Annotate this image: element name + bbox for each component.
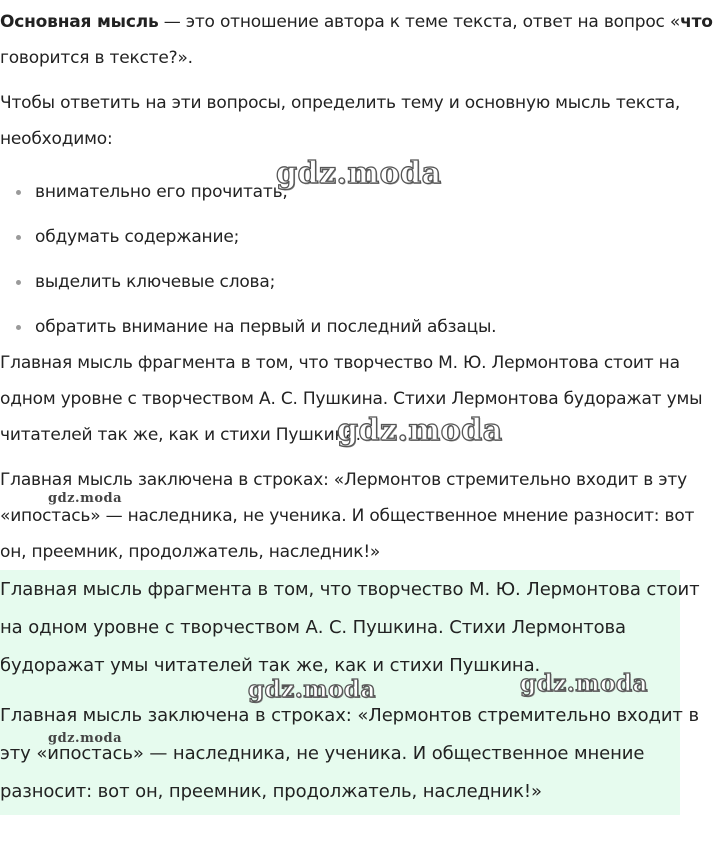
watermark-small: gdz.moda xyxy=(48,731,123,746)
howto-paragraph: Чтобы ответить на эти вопросы, определить тему и основную мысль текста, необходимо: xyxy=(0,93,681,149)
watermark: gdz.moda xyxy=(337,413,503,448)
watermark: gdz.moda xyxy=(276,156,442,191)
answer-paragraph-1: Главная мысль фрагмента в том, что творчество М. Ю. Лермонтова стоит на одном уровне с творчеством А. С. Пушкина. Стихи Лермонтова будоражат умы читателей так же, как и стихи Пушкина. xyxy=(0,579,700,676)
quote-paragraph: Главная мысль заключена в строках: «Лермонтов стремительно входит в эту «ипостась» — наследника, не ученика. И общественное мнение разносит: вот он, преемник, продолжатель, наследник!» xyxy=(0,470,695,562)
watermark-small: gdz.moda xyxy=(48,491,123,506)
definition-paragraph xyxy=(0,4,713,76)
definition-line-2: говорится в тексте?». xyxy=(0,48,193,68)
bullet-dot-icon xyxy=(16,280,21,285)
list-item: внимательно его прочитать; xyxy=(0,170,680,215)
steps-list xyxy=(0,170,680,350)
watermark: gdz.moda xyxy=(248,676,376,703)
list-item: обратить внимание на первый и последний абзацы. xyxy=(0,305,680,350)
bullet-dot-icon xyxy=(16,325,21,330)
list-item: обдумать содержание; xyxy=(0,215,680,260)
term-bold: Основная мысль xyxy=(0,12,159,32)
main-idea-paragraph: Главная мысль фрагмента в том, что творчество М. Ю. Лермонтова стоит на одном уровне с творчеством А. С. Пушкина. Стихи Лермонтова будоражат умы читателей так же, как и стихи Пушкина. xyxy=(0,353,703,445)
watermark: gdz.moda xyxy=(520,670,648,697)
bullet-dot-icon xyxy=(16,190,21,195)
definition-line-1: Основная мысль — это отношение автора к теме текста, ответ на вопрос «что xyxy=(0,12,713,32)
bullet-dot-icon xyxy=(16,235,21,240)
answer-paragraph-2: Главная мысль заключена в строках: «Лермонтов стремительно входит в эту «ипостась» — наследника, не ученика. И общественное мнение разносит: вот он, преемник, продолжатель, наследник!» xyxy=(0,705,699,802)
list-item: выделить ключевые слова; xyxy=(0,260,680,305)
